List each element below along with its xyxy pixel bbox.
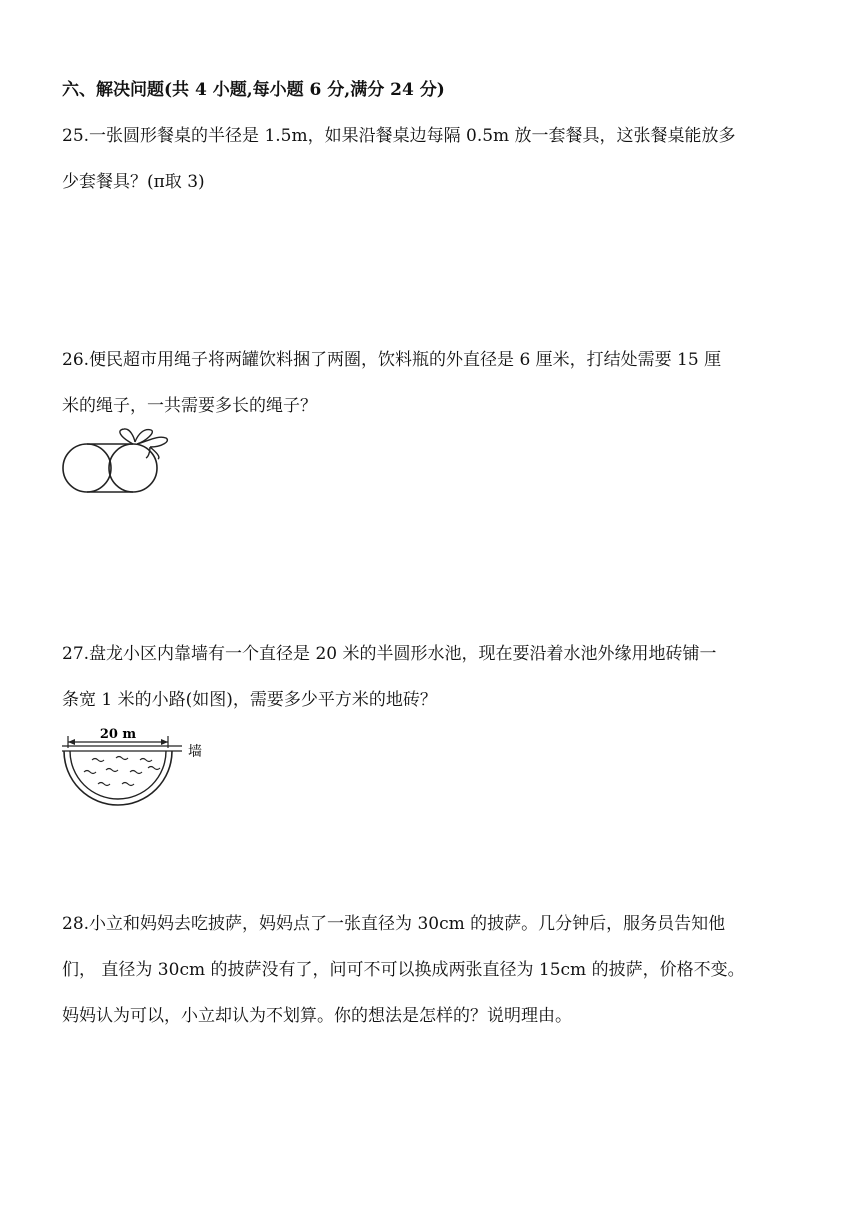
problem-28-line-2: 们， 直径为 30cm 的披萨没有了，问可不可以换成两张直径为 15cm 的披萨，价格不变。 [62,960,745,980]
path-outer-edge [64,751,172,805]
problem-28-line-1: 28.小立和妈妈去吃披萨，妈妈点了一张直径为 30cm 的披萨。几分钟后，服务员告知他 [62,914,726,934]
dimension-arrow-right [161,739,168,745]
wall-label: 墙 [188,744,202,760]
two-cans-rope-figure [58,425,178,497]
can-left-circle [63,444,111,492]
dimension-label: 20 m [99,727,137,742]
problem-28-line-3: 妈妈认为可以，小立却认为不划算。你的想法是怎样的？说明理由。 [62,1006,572,1026]
problem-26-line-1: 26.便民超市用绳子将两罐饮料捆了两圈，饮料瓶的外直径是 6 厘米，打结处需要 15 厘 [62,350,722,370]
problem-25-line-1: 25.一张圆形餐桌的半径是 1.5m，如果沿餐桌边每隔 0.5m 放一套餐具，这张餐桌能放多 [62,126,736,146]
dimension-arrow-left [68,739,75,745]
water-ripples [84,757,160,786]
problem-27-line-1: 27.盘龙小区内靠墙有一个直径是 20 米的半圆形水池，现在要沿着水池外缘用地砖铺一 [62,644,717,664]
problem-27-line-2: 条宽 1 米的小路(如图)，需要多少平方米的地砖？ [62,690,437,710]
problem-25-line-2: 少套餐具？(π取 3) [62,172,205,192]
problem-26-line-2: 米的绳子，一共需要多长的绳子？ [62,396,317,416]
semicircle-pond-figure [60,722,210,810]
pond-inner-edge [70,751,166,799]
section-heading: 六、解决问题(共 4 小题,每小题 6 分,满分 24 分) [62,80,445,100]
